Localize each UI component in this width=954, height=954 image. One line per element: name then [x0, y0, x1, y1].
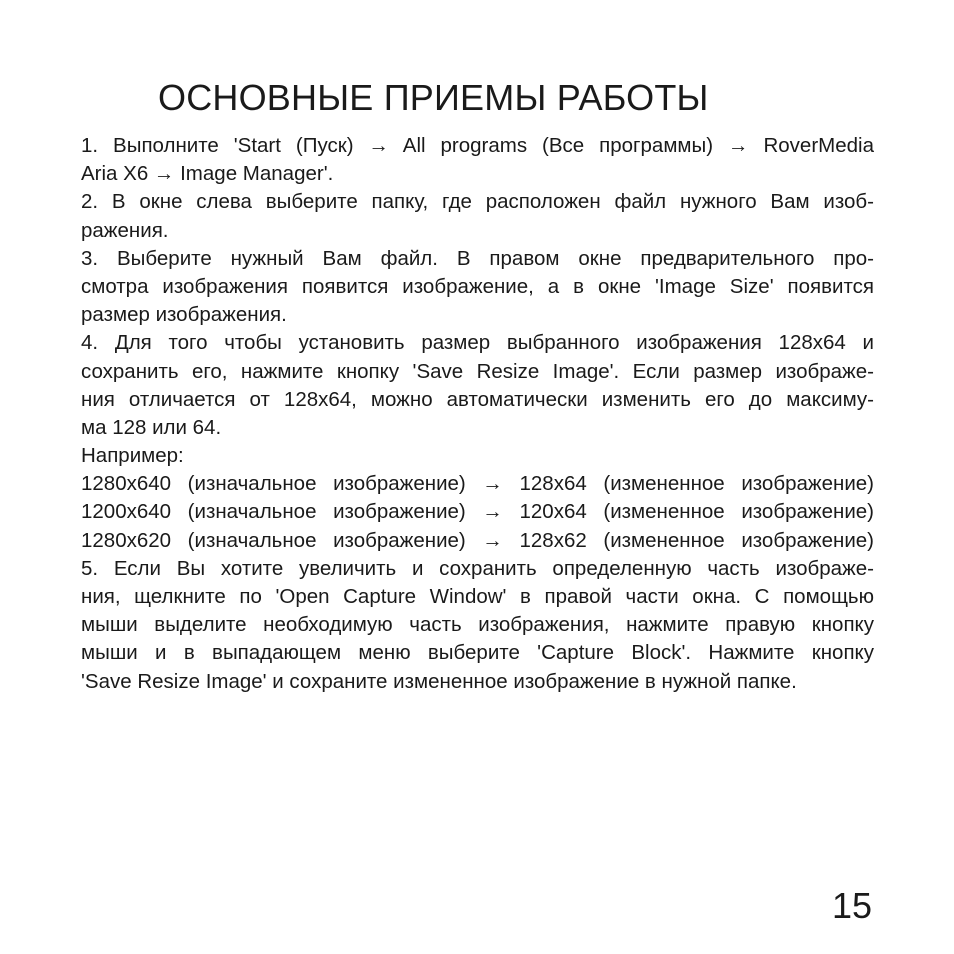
instructions-text: [81, 132, 874, 696]
text-line: 2. В окне слева выберите папку, где расположен файл нужного Вам изоб-: [81, 190, 874, 214]
text-line: ния, щелкните по 'Open Capture Window' в правой части окна. С помощью: [81, 585, 874, 608]
text-line: Aria X6 → Image Manager'.: [81, 162, 334, 186]
text-line: мыши выделите необходимую часть изображения, нажмите правую кнопку: [81, 613, 874, 637]
text-line: размер изображения.: [81, 303, 287, 327]
text-line: 4. Для того чтобы установить размер выбранного изображения 128x64 и: [81, 331, 874, 355]
text-line: сохранить его, нажмите кнопку 'Save Resize Image'. Если размер изображе-: [81, 359, 874, 383]
text-line: Например:: [81, 444, 184, 468]
text-line: мыши и в выпадающем меню выберите 'Capture Block'. Нажмите кнопку: [81, 641, 874, 665]
text-line: 1200x640 (изначальное изображение) → 120x64 (измененное изображение): [81, 500, 874, 524]
page-number: 15: [831, 885, 872, 926]
text-line: ма 128 или 64.: [81, 415, 222, 439]
text-line: 3. Выберите нужный Вам файл. В правом окне предварительного про-: [81, 246, 874, 270]
text-line: 5. Если Вы хотите увеличить и сохранить определенную часть изображе-: [81, 556, 874, 580]
text-line: смотра изображения появится изображение, а в окне 'Image Size' появится: [81, 274, 874, 298]
text-line: 1280x620 (изначальное изображение) → 128x62 (измененное изображение): [81, 528, 874, 552]
text-line: ния отличается от 128x64, можно автоматически изменить его до максиму-: [81, 387, 874, 411]
text-line: 1280x640 (изначальное изображение) → 128x64 (измененное изображение): [81, 472, 874, 496]
text-line: 1. Выполните 'Start (Пуск) → All programs (Все программы) → RoverMedia: [81, 134, 874, 157]
page-title: ОСНОВНЫЕ ПРИЕМЫ РАБОТЫ: [158, 77, 709, 118]
text-line: ражения.: [81, 218, 169, 242]
text-line: 'Save Resize Image' и сохраните измененное изображение в нужной папке.: [81, 669, 797, 693]
